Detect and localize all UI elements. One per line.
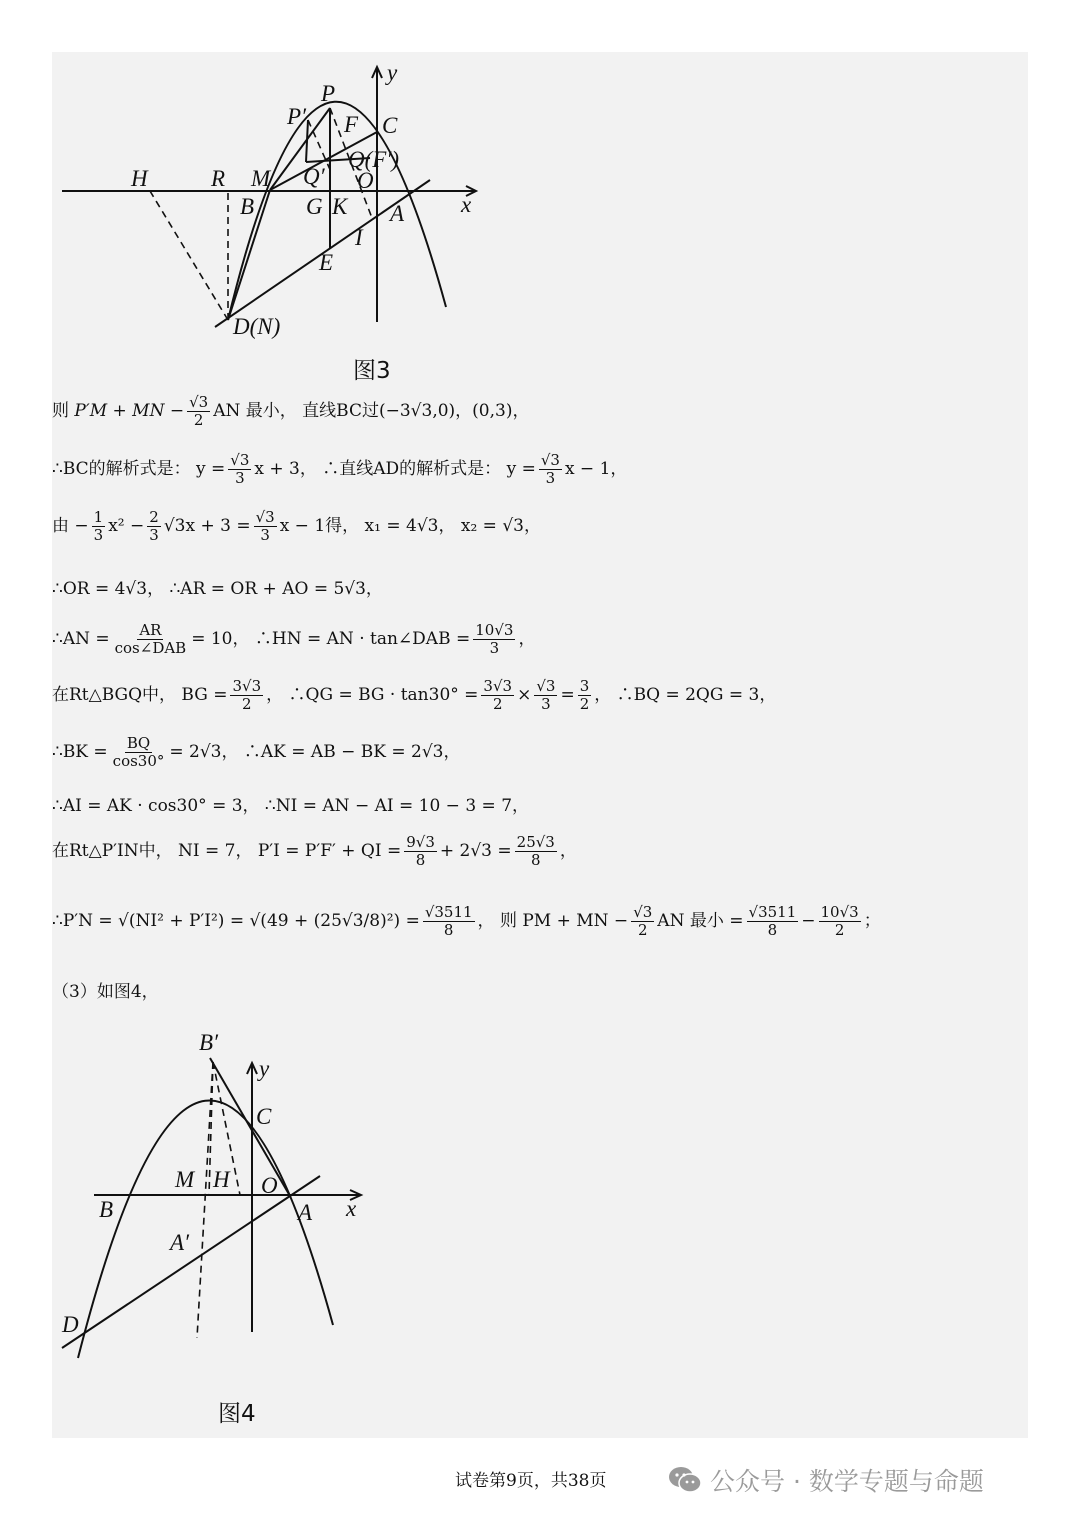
fraction: $\frac{√3}{3}$ xyxy=(230,451,250,487)
solution-line-3: 由 − $\frac{1}{3}$ x² − $\frac{2}{3}$ √3x + 3 = $\frac{√3}{3}$ x − 1得， x₁ = 4√3， x₂ = √3， xyxy=(52,508,541,544)
fig3-label-Q-prime: Q′ xyxy=(303,164,325,189)
solution-line-1: 则 P′M + MN − $\frac{√3}{2}$ AN 最小， 直线BC过(−3√3,0)，(0,3)， xyxy=(52,393,530,429)
solution-line-7: ∴BK = $\frac{BQ}{\cos 30^\circ}$ = 2√3， ∴AK = AB − BK = 2√3， xyxy=(52,734,461,770)
fraction: $\frac{√3511}{8}$ xyxy=(424,903,473,939)
fig3-label-F: F xyxy=(344,112,359,137)
fig4-label-H: H xyxy=(213,1167,230,1192)
fig3-label-Q-F-prime: Q(F′) xyxy=(348,147,400,172)
page-number: 试卷第9页，共38页 xyxy=(455,1471,607,1491)
fig3-label-C: C xyxy=(382,113,398,138)
fig3-label-B: B xyxy=(240,194,255,219)
fraction: $\frac{10√3}{2}$ xyxy=(820,903,859,939)
figure-3-caption: 图3 xyxy=(353,358,391,384)
fig3-label-G: G xyxy=(306,194,323,219)
fig3-label-I: I xyxy=(355,225,363,250)
fig4-label-D: D xyxy=(62,1312,79,1337)
exam-sheet xyxy=(52,52,1028,1438)
fig3-label-K: K xyxy=(332,194,348,219)
fig3-label-P-prime: P′ xyxy=(287,104,307,129)
fig3-label-P: P xyxy=(321,81,336,106)
fraction: $\frac{2}{3}$ xyxy=(149,508,159,544)
fraction: $\frac{9√3}{8}$ xyxy=(406,833,435,869)
fig4-label-O: O xyxy=(261,1173,278,1198)
fig3-label-y: y xyxy=(387,60,398,85)
fig4-label-A: A xyxy=(298,1200,313,1225)
solution-line-10: ∴P′N = √(NI² + P′I²) = √(49 + (25√3/8)²) = $\frac{√3511}{8}$ ， 则 PM + MN − $\frac{√3}{2}$ AN 最小 = $\frac{√3511}{8}$ − $\frac{10√3}{2}$ ； xyxy=(52,903,881,939)
figure-3-diagram xyxy=(52,52,512,352)
fig3-label-R: R xyxy=(211,166,226,191)
solution-line-2: ∴BC的解析式是： y = $\frac{√3}{3}$ x + 3， ∴直线AD的解析式是： y = $\frac{√3}{3}$ x − 1， xyxy=(52,451,628,487)
solution-line-6: 在Rt△BGQ中， BG = $\frac{3√3}{2}$ ， ∴QG = BG · tan30° = $\frac{3√3}{2}$ × $\frac{√3}{3}$ = $\frac{3}{2}$ ， ∴BQ = 2QG = 3， xyxy=(52,677,777,713)
fraction: $\frac{√3511}{8}$ xyxy=(748,903,797,939)
fraction: $\frac{25√3}{8}$ xyxy=(516,833,555,869)
fig4-label-M: M xyxy=(175,1167,195,1192)
solution-line-9: 在Rt△P′IN中， NI = 7， P′I = P′F′ + QI = $\frac{9√3}{8}$ + 2√3 = $\frac{25√3}{8}$ ， xyxy=(52,833,577,869)
wechat-icon xyxy=(668,1466,702,1494)
watermark xyxy=(668,1462,984,1498)
fig4-label-y: y xyxy=(259,1056,270,1081)
fig3-label-A: A xyxy=(390,201,405,226)
fig4-label-C: C xyxy=(256,1104,272,1129)
solution-line-8: ∴AI = AK · cos30° = 3， ∴NI = AN − AI = 10 − 3 = 7， xyxy=(52,796,530,816)
fig3-label-H: H xyxy=(131,166,148,191)
fraction: $\frac{3√3}{2}$ xyxy=(483,677,513,713)
fraction: $\frac{10√3}{3}$ xyxy=(475,621,514,657)
fig3-label-O: O xyxy=(357,168,374,193)
fraction: $\frac{√3}{3}$ xyxy=(255,508,275,544)
solution-line-4: ∴OR = 4√3， ∴AR = OR + AO = 5√3， xyxy=(52,579,383,599)
fraction: $\frac{3√3}{2}$ xyxy=(232,677,262,713)
fig4-label-B-prime: B′ xyxy=(199,1030,219,1055)
fig4-label-B: B xyxy=(99,1197,114,1222)
solution-line-11: （3）如图4， xyxy=(52,982,159,1002)
fig3-label-E: E xyxy=(319,250,334,275)
fig3-label-x: x xyxy=(461,192,472,217)
fig3-label-D-N: D(N) xyxy=(233,314,281,339)
solution-line-5: ∴AN = $\frac{AR}{\text{cos∠DAB}}$ = 10， ∴HN = AN · tan∠DAB = $\frac{10√3}{3}$ ， xyxy=(52,621,536,657)
fraction: $\frac{BQ}{\cos 30^\circ}$ xyxy=(112,734,165,770)
fraction: $\frac{1}{3}$ xyxy=(93,508,104,544)
fraction: $\frac{√3}{2}$ xyxy=(189,393,209,429)
fraction: $\frac{√3}{3}$ xyxy=(536,677,556,713)
fraction: $\frac{√3}{3}$ xyxy=(540,451,560,487)
fraction: $\frac{AR}{\text{cos∠DAB}}$ xyxy=(114,621,187,657)
figure-4-diagram xyxy=(52,1022,392,1402)
figure-4-caption: 图4 xyxy=(218,1401,256,1427)
fraction: $\frac{3}{2}$ xyxy=(579,677,590,713)
fraction: $\frac{√3}{2}$ xyxy=(633,903,653,939)
fig3-label-M: M xyxy=(251,166,271,191)
watermark-text: 公众号 · 数学专题与命题 xyxy=(710,1467,984,1496)
page-footer xyxy=(0,1466,1080,1496)
fig4-label-x: x xyxy=(346,1196,357,1221)
fig4-label-A-prime: A′ xyxy=(170,1230,190,1255)
